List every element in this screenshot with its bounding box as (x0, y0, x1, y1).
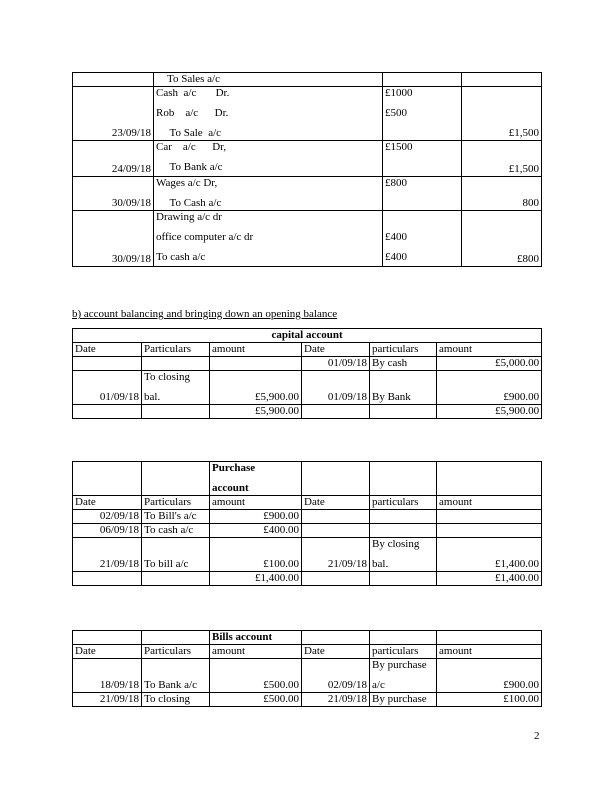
table-row (73, 693, 542, 707)
journal-debit (383, 211, 462, 267)
section-heading: b) account balancing and bringing down an opening balance (72, 308, 338, 320)
journal-date: 30/09/18 (73, 177, 154, 211)
credit-date: 01/09/18 (302, 371, 370, 405)
journal-line: Car a/c Dr, (156, 141, 227, 153)
journal-line: office computer a/c dr (156, 231, 254, 243)
journal-line: Rob a/c Dr. (156, 107, 229, 119)
col-amount: amount (437, 343, 542, 357)
debit-amount: £400.00 (210, 524, 302, 538)
table-row (73, 357, 542, 371)
col-amount: amount (210, 645, 302, 659)
debit-particulars: To Bank a/c (142, 659, 210, 693)
col-amount: amount (210, 343, 302, 357)
credit-date: 21/09/18 (302, 693, 370, 707)
credit-date: 02/09/18 (302, 659, 370, 693)
table-row (73, 371, 542, 405)
col-date: Date (302, 343, 370, 357)
debit-particulars: To Bill's a/c (142, 510, 210, 524)
debit-amount: £100.00 (210, 538, 302, 572)
debit-particulars (142, 371, 210, 405)
totals-row (73, 405, 542, 419)
credit-amount: £900.00 (437, 371, 542, 405)
table-header-row (73, 343, 542, 357)
journal-particulars (154, 177, 383, 211)
journal-date: 24/09/18 (73, 141, 154, 177)
title-line: Purchase (212, 462, 256, 474)
journal-line: To Bank a/c (156, 161, 223, 173)
journal-row (73, 177, 542, 211)
particulars-line: a/c (372, 679, 385, 691)
journal-amount: £500 (385, 107, 407, 119)
table-row (73, 659, 542, 693)
table-header-row (73, 496, 542, 510)
journal-amount: £400 (385, 231, 407, 243)
col-date: Date (73, 343, 142, 357)
journal-line: Wages a/c Dr, (156, 177, 218, 189)
journal-line: To Sale a/c (156, 127, 222, 139)
credit-amount: £100.00 (437, 693, 542, 707)
debit-date: 18/09/18 (73, 659, 142, 693)
bills-account-table (72, 630, 542, 707)
journal-credit (462, 73, 542, 87)
journal-date: 30/09/18 (73, 211, 154, 267)
debit-particulars: To bill a/c (142, 538, 210, 572)
credit-particulars (370, 538, 437, 572)
journal-particulars (154, 211, 383, 267)
capital-account-table (72, 328, 542, 419)
table-row (73, 524, 542, 538)
debit-date: 02/09/18 (73, 510, 142, 524)
journal-date: 23/09/18 (73, 87, 154, 141)
credit-particulars: By cash (370, 357, 437, 371)
credit-amount: £5,000.00 (437, 357, 542, 371)
credit-amount: £900.00 (437, 659, 542, 693)
journal-date (73, 73, 154, 87)
col-particulars: particulars (370, 645, 437, 659)
debit-amount: £500.00 (210, 659, 302, 693)
page-number: 2 (534, 730, 540, 742)
col-particulars: Particulars (142, 645, 210, 659)
journal-particulars (154, 73, 383, 87)
journal-credit: £1,500 (462, 141, 542, 177)
debit-total: £5,900.00 (210, 405, 302, 419)
debit-date: 06/09/18 (73, 524, 142, 538)
purchase-account-title (210, 462, 302, 496)
journal-debit (383, 73, 462, 87)
table-header-row (73, 645, 542, 659)
journal-table (72, 72, 542, 267)
debit-date: 21/09/18 (73, 693, 142, 707)
bills-account-title: Bills account (210, 631, 302, 645)
col-amount: amount (437, 496, 542, 510)
journal-line: To cash a/c (156, 251, 206, 263)
journal-line: Cash a/c Dr. (156, 87, 230, 99)
journal-amount: £400 (385, 251, 407, 263)
col-date: Date (302, 645, 370, 659)
debit-date: 01/09/18 (73, 371, 142, 405)
debit-particulars: To cash a/c (142, 524, 210, 538)
col-particulars: particulars (370, 496, 437, 510)
col-date: Date (73, 645, 142, 659)
col-particulars: particulars (370, 343, 437, 357)
credit-date: 21/09/18 (302, 538, 370, 572)
journal-amount: £1000 (385, 87, 413, 99)
journal-row (73, 211, 542, 267)
debit-amount: £500.00 (210, 693, 302, 707)
journal-particulars (154, 141, 383, 177)
table-row (73, 510, 542, 524)
journal-line: To Cash a/c (156, 197, 222, 209)
col-date: Date (302, 496, 370, 510)
credit-total: £5,900.00 (437, 405, 542, 419)
purchase-account-table (72, 461, 542, 586)
journal-line: To Sales a/c (167, 73, 220, 85)
credit-particulars: By purchase (370, 693, 437, 707)
journal-debit (383, 177, 462, 211)
journal-particulars (154, 87, 383, 141)
journal-debit (383, 141, 462, 177)
credit-date: 01/09/18 (302, 357, 370, 371)
journal-row (73, 87, 542, 141)
capital-account-title: capital account (73, 329, 542, 343)
journal-row (73, 73, 542, 87)
credit-particulars (370, 659, 437, 693)
debit-date: 21/09/18 (73, 538, 142, 572)
debit-amount: £5,900.00 (210, 371, 302, 405)
journal-credit: £1,500 (462, 87, 542, 141)
credit-amount: £1,400.00 (437, 538, 542, 572)
particulars-line: By purchase (372, 659, 427, 671)
journal-row (73, 141, 542, 177)
table-row (73, 538, 542, 572)
journal-line: Drawing a/c dr (156, 211, 222, 223)
particulars-line: To closing (144, 371, 190, 383)
particulars-line: By closing (372, 538, 420, 550)
debit-particulars: To closing (142, 693, 210, 707)
col-particulars: Particulars (142, 343, 210, 357)
col-amount: amount (210, 496, 302, 510)
journal-debit (383, 87, 462, 141)
title-line: account (212, 482, 249, 494)
journal-credit: £800 (462, 211, 542, 267)
totals-row (73, 572, 542, 586)
particulars-line: bal. (372, 558, 389, 570)
credit-particulars: By Bank (370, 371, 437, 405)
debit-total: £1,400.00 (210, 572, 302, 586)
credit-total: £1,400.00 (437, 572, 542, 586)
col-amount: amount (437, 645, 542, 659)
particulars-line: bal. (144, 391, 161, 403)
journal-credit: 800 (462, 177, 542, 211)
debit-amount: £900.00 (210, 510, 302, 524)
col-particulars: Particulars (142, 496, 210, 510)
col-date: Date (73, 496, 142, 510)
journal-amount: £1500 (385, 141, 413, 153)
journal-amount: £800 (385, 177, 407, 189)
